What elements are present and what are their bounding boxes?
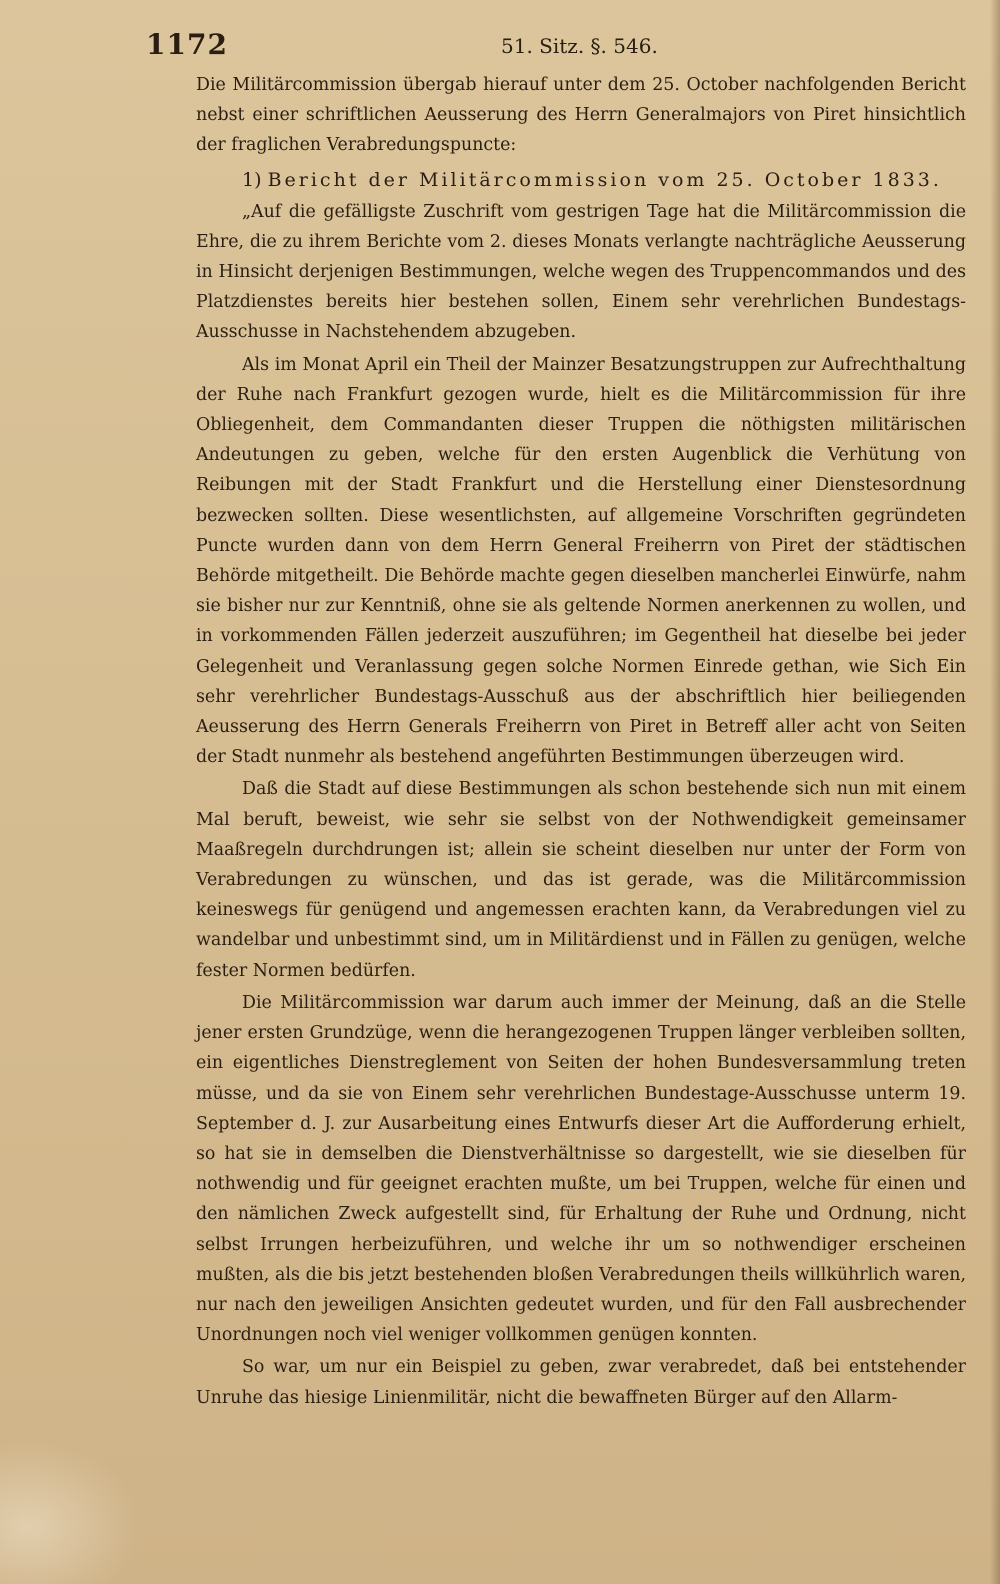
paragraph: So war, um nur ein Beispiel zu geben, zwar verabredet, daß bei entstehender Unruhe das hiesige Linienmilitär, nicht die bewaffneten Bürger auf den Allarm- (196, 1357, 966, 1408)
page-number: 1172 (146, 28, 228, 61)
running-head: 51. Sitz. §. 546. (501, 34, 658, 58)
margin-marks (140, 80, 180, 880)
intro-paragraph: Die Militärcommission übergab hierauf unter dem 25. October nachfolgenden Bericht nebst einer schriftlichen Aeusserung des Herrn Generalmajors von Piret hinsichtlich der fraglichen Verabredungspuncte: (196, 75, 966, 156)
paragraph: Die Militärcommission war darum auch immer der Meinung, daß an die Stelle jener ersten Grundzüge, wenn die herangezogenen Truppen länger verbleiben sollten, ein eigentliches Dienstreglement von Seiten der hohen Bundesversammlung treten müsse, und da sie von Einem sehr verehrlichen Bundestage-Ausschusse unterm 19. September d. J. zur Ausarbeitung eines Entwurfs dieser Art die Aufforderung erhielt, so hat sie in demselben die Dienstverhältnisse so dargestellt, wie sie dieselben für nothwendig und für geeignet erachten mußte, um bei Truppen, welche für einen und den nämlichen Zweck aufgestellt sind, für Erhaltung der Ruhe und Ordnung, nicht selbst Irrungen herbeizuführen, und welche ihr um so nothwendiger erscheinen mußten, als die bis jetzt bestehenden bloßen Verabredungen theils willkührlich waren, nur nach den jeweiligen Ansichten gedeutet wurden, und für den Fall ausbrechender Unordnungen noch viel weniger vollkommen genügen konnten. (196, 992, 966, 1346)
page-header (146, 28, 966, 68)
heading-number: 1) (242, 168, 262, 191)
paragraph: Daß die Stadt auf diese Bestimmungen als schon bestehende sich nun mit einem Mal beruft, beweist, wie sehr sie selbst von der Nothwendigkeit gemeinsamer Maaßregeln durchdrungen ist; allein sie scheint dieselben nur unter der Form von Verabredungen zu wünschen, und das ist gerade, was die Militärcommission keineswegs für genügend und angemessen erachten kann, da Verabredungen viel zu wandelbar und unbestimmt sind, um in Militärdienst und in Fällen zu genügen, welche fester Normen bedürfen. (196, 779, 966, 981)
paragraph: Als im Monat April ein Theil der Mainzer Besatzungstruppen zur Aufrechthaltung der Ruhe nach Frankfurt gezogen wurde, hielt es die Militärcommission für ihre Obliegenheit, dem Commandanten dieser Truppen die nöthigsten militärischen Andeutungen zu geben, welche für den ersten Augenblick die Verhütung von Reibungen mit der Stadt Frankfurt und die Herstellung einer Dienstesordnung bezwecken sollten. Diese wesentlichsten, auf allgemeine Vorschriften gegründeten Puncte wurden dann von dem Herrn General Freiherrn von Piret der städtischen Behörde mitgetheilt. Die Behörde machte gegen dieselben mancherlei Einwürfe, nahm sie bisher nur zur Kenntniß, ohne sie als geltende Normen anerkennen zu wollen, und in vorkommenden Fällen jederzeit auszuführen; im Gegentheil hat dieselbe bei jeder Gelegenheit und Veranlassung gegen solche Normen Einrede gethan, wie Sich Ein sehr verehrlicher Bundestags-Ausschuß aus der abschriftlich hier beiliegenden Aeusserung des Herrn Generals Freiherrn von Piret in Betreff aller acht von Seiten der Stadt nunmehr als bestehend angeführten Bestimmungen überzeugen wird. (196, 354, 966, 768)
section-heading (196, 163, 966, 197)
body-text (196, 70, 966, 1413)
heading-text: Bericht der Militärcommission vom 25. October 1833. (267, 168, 942, 191)
paper-smudge (0, 1440, 140, 1584)
paragraph: „Auf die gefälligste Zuschrift vom gestrigen Tage hat die Militärcommission die Ehre, die zu ihrem Berichte vom 2. dieses Monats verlangte nachträgliche Aeusserung in Hinsicht derjenigen Bestimmungen, welche wegen des Truppencommandos und des Platzdienstes bereits hier bestehen sollen, Einem sehr verehrlichen Bundestags-Ausschusse in Nachstehendem abzugeben. (196, 201, 966, 343)
